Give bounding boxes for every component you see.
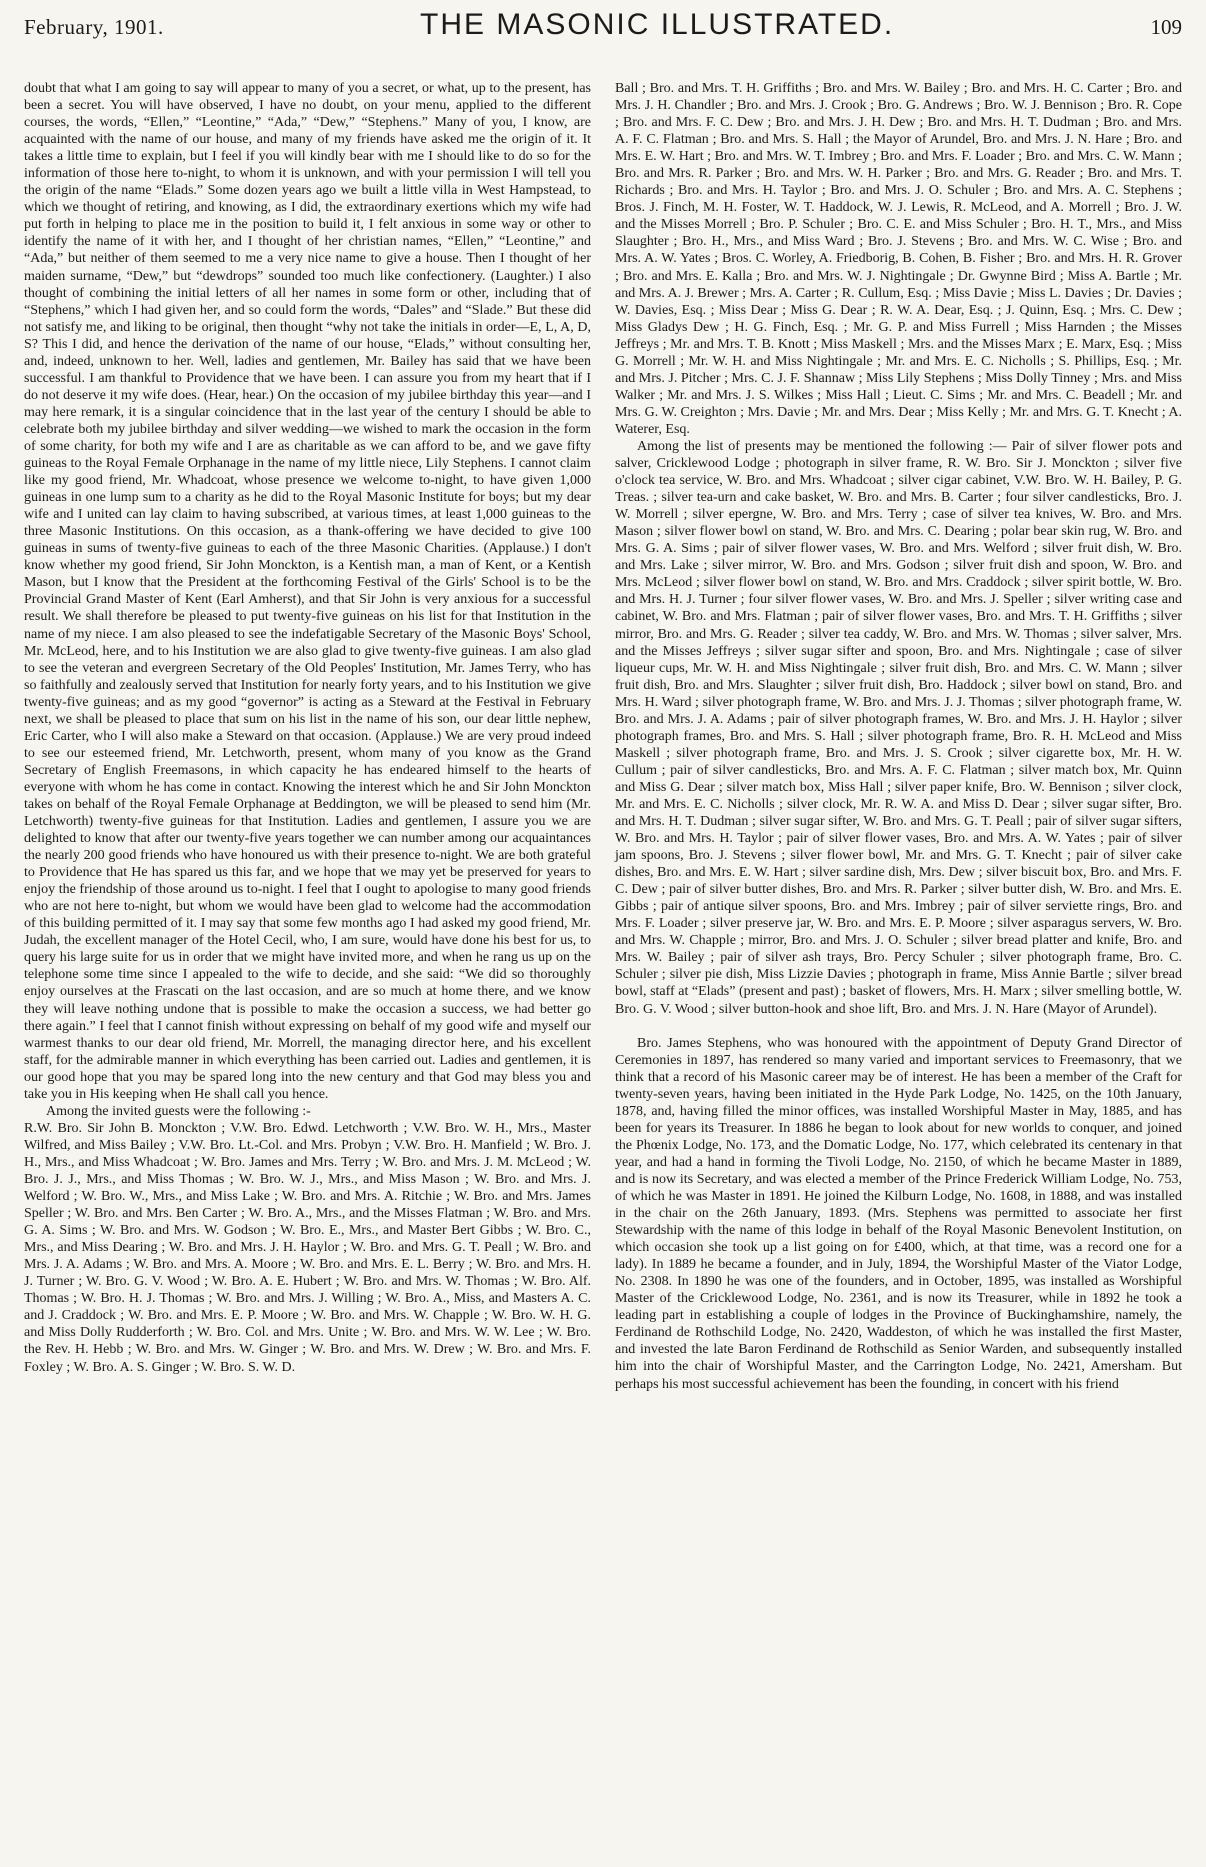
biography-paragraph: Bro. James Stephens, who was honoured with the appointment of Deputy Grand Director of Ceremonies in 1897, has rendered so many varied and important services to Freemasonry, that we think that a record of his Masonic career may be of interest. He has been a member of the Craft for twenty-seven years, having been initiated in the Hyde Park Lodge, No. 1425, on the 10th January, 1878, and, having filled the minor offices, was installed Worshipful Master in May, 1885, and has been for years its Treasurer. In 1886 he began to look about for new worlds to conquer, and joined the Phœnix Lodge, No. 173, and the Domatic Lodge, No. 177, which celebrated its centenary in that year, and had a hand in forming the Tivoli Lodge, No. 2150, of which he became Master in 1889, and is now its Secretary, and was elected a member of the Prince Frederick William Lodge, No. 753, of which he was Master in 1891. He joined the Kilburn Lodge, No. 1608, in 1888, and was installed in the chair on the 26th January, 1893. (Mrs. Stephens was permitted to associate her first Stewardship with the name of this lodge in behalf of the Royal Masonic Benevolent Institution, on which occasion she took up a list going on for £400, which, at that time, was a record one for a lady). In 1889 he became a founder, and in July, 1894, the Worshipful Master of the Viator Lodge, No. 2308. In 1890 he was one of the founders, and in October, 1895, was installed as Worshipful Master of the Cricklewood Lodge, No. 2361, and is now its Treasurer, while in 1892 he took a leading part in establishing a couple of lodges in the Province of Buckinghamshire, namely, the Ferdinand de Rothschild Lodge, No. 2420, Waddeston, of which he was installed the first Master, and invested the late Baron Ferdinand de Rothschild as Senior Warden, and subsequently installed him into the chair of Worshipful Master, and the Carrington Lodge, No. 2421, Amersham. But perhaps his most successful achievement has been the founding, in concert with his friend [615, 1035, 1182, 1392]
guests-intro: Among the invited guests were the following :- [46, 1103, 311, 1119]
page-number: 109 [1150, 15, 1182, 39]
issue-date: February, 1901. [24, 15, 164, 39]
guests-list-continued: Ball ; Bro. and Mrs. T. H. Griffiths ; Bro. and Mrs. W. Bailey ; Bro. and Mrs. H. C. Carter ; Bro. and Mrs. J. H. Chandler ; Bro. and Mrs. J. Crook ; Bro. G. Andrews ; Bro. W. J. Bennison ; Bro. R. Cope ; Bro. and Mrs. F. C. Dew ; Bro. and Mrs. J. H. Dew ; Bro. and Mrs. H. T. Dudman ; Bro. and Mrs. A. F. C. Flatman ; Bro. and Mrs. S. Hall ; the Mayor of Arundel, Bro. and Mrs. J. N. Hare ; Bro. and Mrs. E. W. Hart ; Bro. and Mrs. W. T. Imbrey ; Bro. and Mrs. F. Loader ; Bro. and Mrs. C. W. Mann ; Bro. and Mrs. R. Parker ; Bro. and Mrs. W. H. Parker ; Bro. and Mrs. G. Reader ; Bro. and Mrs. T. Richards ; Bro. and Mrs. H. Taylor ; Bro. and Mrs. J. O. Schuler ; Bro. and Mrs. A. C. Stephens ; Bros. J. Finch, M. H. Foster, W. T. Haddock, W. J. Lewis, R. McLeod, and A. Morrell ; Bro. J. W. and the Misses Morrell ; Bro. P. Schuler ; Bro. C. E. and Miss Schuler ; Bro. H. T., Mrs., and Miss Slaughter ; Bro. H., Mrs., and Miss Ward ; Bro. J. Stevens ; Bro. and Mrs. W. C. Wise ; Bro. and Mrs. A. W. Yates ; Bros. C. Worley, A. Friedborig, B. Cohen, B. Fisher ; Bro. and Mrs. H. R. Grover ; Bro. and Mrs. E. Kalla ; Bro. and Mrs. W. J. Nightingale ; Dr. Gwynne Bird ; Miss A. Bartle ; Mr. and Mrs. A. J. Brewer ; Mrs. A. Carter ; R. Cullum, Esq. ; Miss Davie ; Miss L. Davies ; Dr. Davies ; W. Davies, Esq. ; Miss Dear ; Miss G. Dear ; R. W. A. Dear, Esq. ; J. Quinn, Esq. ; Mrs. C. Dew ; Miss Gladys Dew ; H. G. Finch, Esq. ; Mr. G. P. and Miss Furrell ; Miss Harnden ; the Misses Jeffreys ; Mr. and Mrs. T. B. Knott ; Miss Maskell ; Mrs. and the Misses Marx ; E. Marx, Esq. ; Miss G. Morrell ; Mr. W. H. and Miss Nightingale ; Mr. and Mrs. E. C. Nicholls ; S. Phillips, Esq. ; Mr. and Mrs. J. Pitcher ; Mrs. C. J. F. Shannaw ; Miss Lily Stephens ; Miss Dolly Tinney ; Mrs. and Miss Walker ; Mr. and Mrs. J. S. Wilkes ; Miss Hall ; Lieut. C. Sims ; Mr. and Mrs. C. Beadell ; Mr. and Mrs. G. W. Creighton ; Mrs. Davie ; Mr. and Mrs. Dear ; Miss Kelly ; Mr. and Mrs. G. T. Knecht ; A. Waterer, Esq. [615, 81, 1182, 437]
speech-paragraph: doubt that what I am going to say will appear to many of you a secret, or what, up to the present, has been a secret. You will have observed, I have no doubt, on your menu, applied to the different courses, the words, “Ellen,” “Leontine,” “Ada,” “Dew,” “Stephens.” Many of you, I know, are acquainted with the name of our house, and many of my friends have asked me the origin of it. It takes a little time to explain, but I feel if you will kindly bear with me I should like to do so for the information of those here to-night, to whom it is unknown, and with your permission I will tell you the origin of the name “Elads.” Some dozen years ago we built a little villa in West Hampstead, to which we thought of retiring, and knowing, as I did, the extraordinary exertions which my wife had put forth in helping to place me in the position to build it, I felt anxious in some way or other to identify the name of it with her, and I thought of her christian names, “Ellen,” “Leontine,” and “Ada,” but neither of them seemed to me a very nice name to give a house. Then I thought of her maiden surname, “Dew,” but “dewdrops” sounded too much like confectionery. (Laughter.) I also thought of combining the initial letters of all her names in some form or other, including that of “Stephens,” which I had given her, and so could form the words, “Dales” and “Slade.” But these did not satisfy me, and liking to be original, then thought “why not take the initials in order—E, L, A, D, S? This I did, and hence the derivation of the name of our house, “Elads,” without consulting her, and, indeed, unknown to her. Well, ladies and gentlemen, Mr. Bailey has said that we have been successful. I am thankful to Providence that we have been. I can assure you from my heart that if I do not deserve it my wife does. (Hear, hear.) On the occasion of my jubilee birthday this year—and I may here remark, it is a singular coincidence that in the last year of the century I should be able to celebrate both my jubilee birthday and silver wedding—we wished to mark the occasion in the form of some charity, for both my wife and I are as charitable as we can afford to be, and we gave fifty guineas to the Royal Female Orphanage in the name of my little niece, Lily Stephens. I cannot claim like my good friend, Mr. Whadcoat, whose presence we welcome to-night, to have given 1,000 guineas in one lump sum to a charity as he did to the Royal Masonic Institute for boys; but my dear wife and I united can lay claim to having subscribed, at various times, at least 1,000 guineas to the three Masonic Institutions. On this occasion, as a thank-offering we have decided to give 100 guineas in sums of twenty-five guineas to each of the three Masonic Charities. (Applause.) I don't know whether my good friend, Sir John Monckton, is a Kentish man, a man of Kent, or a Kentish Mason, but I know that the President at the forthcoming Festival of the Girls' School is to be the Provincial Grand Master of Kent (Earl Amherst), and that Sir John is very anxious for a successful result. We shall therefore be pleased to put twenty-five guineas on his list for that Institution in the name of my niece. I am also pleased to see the indefatigable Secretary of the Masonic Boys' School, Mr. McLeod, here, and to his Institution we are also glad to give twenty-five guineas. I am also glad to see the veteran and evergreen Secretary of the Old Peoples' Institution, Mr. James Terry, who has so faithfully and zealously served that Institution for nearly forty years, and to his Institution we give twenty-five guineas; and as my good “governor” is acting as a Steward at the Festival in February next, we shall be pleased to place that sum on his list in the name of his son, our dear little nephew, Eric Carter, who I will also make a Steward on that occasion. (Applause.) We are very proud indeed to see our esteemed friend, Mr. Letchworth, present, whom many of you know as the Grand Secretary of English Freemasons, in which capacity he has endeared himself to the hearts of everyone with whom he has come in contact. Knowing the interest which he and Sir John Monckton takes on behalf of the Royal Female Orphanage at Beddington, we will be pleased to send him (Mr. Letchworth) twenty-five guineas for that Institution. Ladies and gentlemen, I assure you we are delighted to know that after our twenty-five years together we can number among our acquaintances the nearly 200 good friends who have honoured us with their presence to-night. We are both grateful to Providence that He has spared us this far, and we hope that we may yet be preserved for years to enjoy the friendship of those around us to-night. I feel that I ought to apologise to many good friends who are not here to-night, but whom we would have been glad to welcome had the accommodation of this building permitted of it. I may say that some few months ago I had asked my good friend, Mr. Judah, the excellent manager of the Hotel Cecil, who, I am sure, would have done his best for us, to query his large suite for us in order that we might have invited more, and when he rang us up on the telephone some time since I appealed to the wife to decide, and she said: “We did so thoroughly enjoy ourselves at the Frascati on the last occasion, and are so much at home there, and we know they will leave nothing undone that is possible to make the occasion a success, we had better go there again.” I feel that I cannot finish without expressing on behalf of my good wife and myself our warmest thanks to our dear old friend, Mr. Morrell, the managing director here, and his excellent staff, for the admirable manner in which everything has been carried out. Ladies and gentlemen, it is our good hope that you may be spared long into the new century and that God may bless you and take you in His keeping when He shall call you hence. [24, 81, 591, 1102]
publication-title: THE MASONIC ILLUSTRATED. [420, 8, 895, 41]
right-column [615, 80, 1182, 1393]
guests-list: R.W. Bro. Sir John B. Monckton ; V.W. Bro. Edwd. Letchworth ; V.W. Bro. W. H., Mrs., Master Wilfred, and Miss Bailey ; V.W. Bro. Lt.-Col. and Mrs. Probyn ; V.W. Bro. H. Manfield ; W. Bro. J. H., Mrs., and Miss Whadcoat ; W. Bro. James and Mrs. Terry ; W. Bro. and Mrs. J. M. McLeod ; W. Bro. J. J., Mrs., and Miss Thomas ; W. Bro. W. J., Mrs., and Miss Mason ; W. Bro. and Mrs. J. Welford ; W. Bro. W., Mrs., and Miss Lake ; W. Bro. and Mrs. A. Ritchie ; W. Bro. and Mrs. James Speller ; W. Bro. and Mrs. Ben Carter ; W. Bro. A., Mrs., and the Misses Flatman ; W. Bro. and Mrs. G. A. Sims ; W. Bro. and Mrs. W. Godson ; W. Bro. E., Mrs., and Master Bert Gibbs ; W. Bro. C., Mrs., and Miss Dearing ; W. Bro. and Mrs. J. H. Haylor ; W. Bro. and Mrs. G. T. Peall ; W. Bro. and Mrs. J. A. Adams ; W. Bro. and Mrs. A. Moore ; W. Bro. and Mrs. E. L. Berry ; W. Bro. and Mrs. H. J. Turner ; W. Bro. G. V. Wood ; W. Bro. A. E. Hubert ; W. Bro. and Mrs. W. Thomas ; W. Bro. Alf. Thomas ; W. Bro. H. J. Thomas ; W. Bro. and Mrs. J. Willing ; W. Bro. A., Miss, and Masters A. C. and J. Craddock ; W. Bro. and Mrs. E. P. Moore ; W. Bro. and Mrs. W. Chapple ; W. Bro. W. H. G. and Miss Dolly Rudderforth ; W. Bro. Col. and Mrs. Unite ; W. Bro. and Mrs. W. W. Lee ; W. Bro. the Rev. H. Hebb ; W. Bro. and Mrs. W. Ginger ; W. Bro. and Mrs. W. Drew ; W. Bro. and Mrs. F. Foxley ; W. Bro. A. S. Ginger ; W. Bro. S. W. D. [24, 1120, 591, 1375]
left-column [24, 80, 591, 1393]
page-header [24, 8, 1182, 52]
text-columns [24, 80, 1182, 1393]
presents-paragraph: Among the list of presents may be mentioned the following :— Pair of silver flower pots and salver, Cricklewood Lodge ; photograph in silver frame, R. W. Bro. Sir J. Monckton ; silver five o'clock tea service, W. Bro. and Mrs. Whadcoat ; silver cigar cabinet, V.W. Bro. W. H. Bailey, P. G. Treas. ; silver tea-urn and cake basket, W. Bro. and Mrs. B. Carter ; four silver candlesticks, Bro. J. W. Morrell ; silver epergne, W. Bro. and Mrs. Terry ; case of silver tea knives, W. Bro. and Mrs. Mason ; silver flower bowl on stand, W. Bro. and Mrs. C. Dearing ; polar bear skin rug, W. Bro. and Mrs. G. A. Sims ; pair of silver flower vases, W. Bro. and Mrs. Welford ; silver fruit dish, W. Bro. and Mrs. Lake ; silver mirror, W. Bro. and Mrs. Godson ; silver fruit dish and spoon, W. Bro. and Mrs. McLeod ; silver flower bowl on stand, W. Bro. and Mrs. Craddock ; silver spirit bottle, W. Bro. and Mrs. H. J. Turner ; four silver flower vases, W. Bro. and Mrs. J. Speller ; silver writing case and cabinet, W. Bro. and Mrs. Flatman ; pair of silver flower vases, Bro. and Mrs. T. H. Griffiths ; silver mirror, Bro. and Mrs. G. Reader ; silver tea caddy, W. Bro. and Mrs. W. Thomas ; silver salver, Mrs. and the Misses Jeffreys ; silver sugar sifter and spoon, Bro. and Mrs. Nightingale ; case of silver liqueur cups, Mr. W. H. and Miss Nightingale ; silver fruit dish, Bro. and Mrs. C. W. Mann ; silver fruit dish, Bro. and Mrs. Slaughter ; silver fruit dish, Bro. Haddock ; silver bowl on stand, Bro. and Mrs. H. Ward ; silver photograph frame, W. Bro. and Mrs. J. J. Thomas ; silver photograph frame, W. Bro. and Mrs. J. A. Adams ; pair of silver photograph frames, W. Bro. and Mrs. J. H. Haylor ; silver photograph frames, Bro. and Mrs. S. Hall ; silver photograph frame, Bro. R. H. McLeod and Miss Maskell ; silver photograph frame, Bro. and Mrs. J. S. Crook ; silver cigarette box, Mr. H. W. Cullum ; pair of silver candlesticks, Bro. and Mrs. A. F. C. Flatman ; silver match box, Mr. Quinn and Miss G. Dear ; silver match box, Miss Hall ; silver paper knife, Bro. W. Bennison ; silver clock, Mr. and Mrs. E. C. Nicholls ; silver clock, Mr. R. W. A. and Miss D. Dear ; silver sugar sifter, Bro. and Mrs. H. T. Dudman ; silver sugar sifter, W. Bro. and Mrs. G. T. Peall ; pair of silver sugar sifters, W. Bro. and Mrs. H. Taylor ; pair of silver flower vases, Bro. and Mrs. A. W. Yates ; pair of silver jam spoons, Bro. J. Stevens ; silver flower bowl, Mr. and Mrs. G. T. Knecht ; pair of silver cake dishes, Bro. and Mrs. E. W. Hart ; silver sardine dish, Mrs. Dew ; silver biscuit box, Bro. and Mrs. F. C. Dew ; pair of silver butter dishes, Bro. and Mrs. R. Parker ; silver butter dish, W. Bro. and Mrs. E. Gibbs ; pair of antique silver spoons, Bro. and Mrs. Imbrey ; pair of silver serviette rings, Bro. and Mrs. F. Loader ; silver preserve jar, W. Bro. and Mrs. E. P. Moore ; silver asparagus servers, W. Bro. and Mrs. W. Chapple ; mirror, Bro. and Mrs. J. O. Schuler ; silver bread platter and knife, Bro. and Mrs. W. Bailey ; pair of silver ash trays, Bro. Percy Schuler ; silver photograph frame, Bro. C. Schuler ; silver pie dish, Miss Lizzie Davies ; photograph in frame, Miss Annie Bartle ; silver bread bowl, staff at “Elads” (present and past) ; basket of flowers, Mrs. H. Marx ; silver smelling bottle, W. Bro. G. V. Wood ; silver button-hook and shoe lift, Bro. and Mrs. J. N. Hare (Mayor of Arundel). [615, 438, 1182, 1017]
